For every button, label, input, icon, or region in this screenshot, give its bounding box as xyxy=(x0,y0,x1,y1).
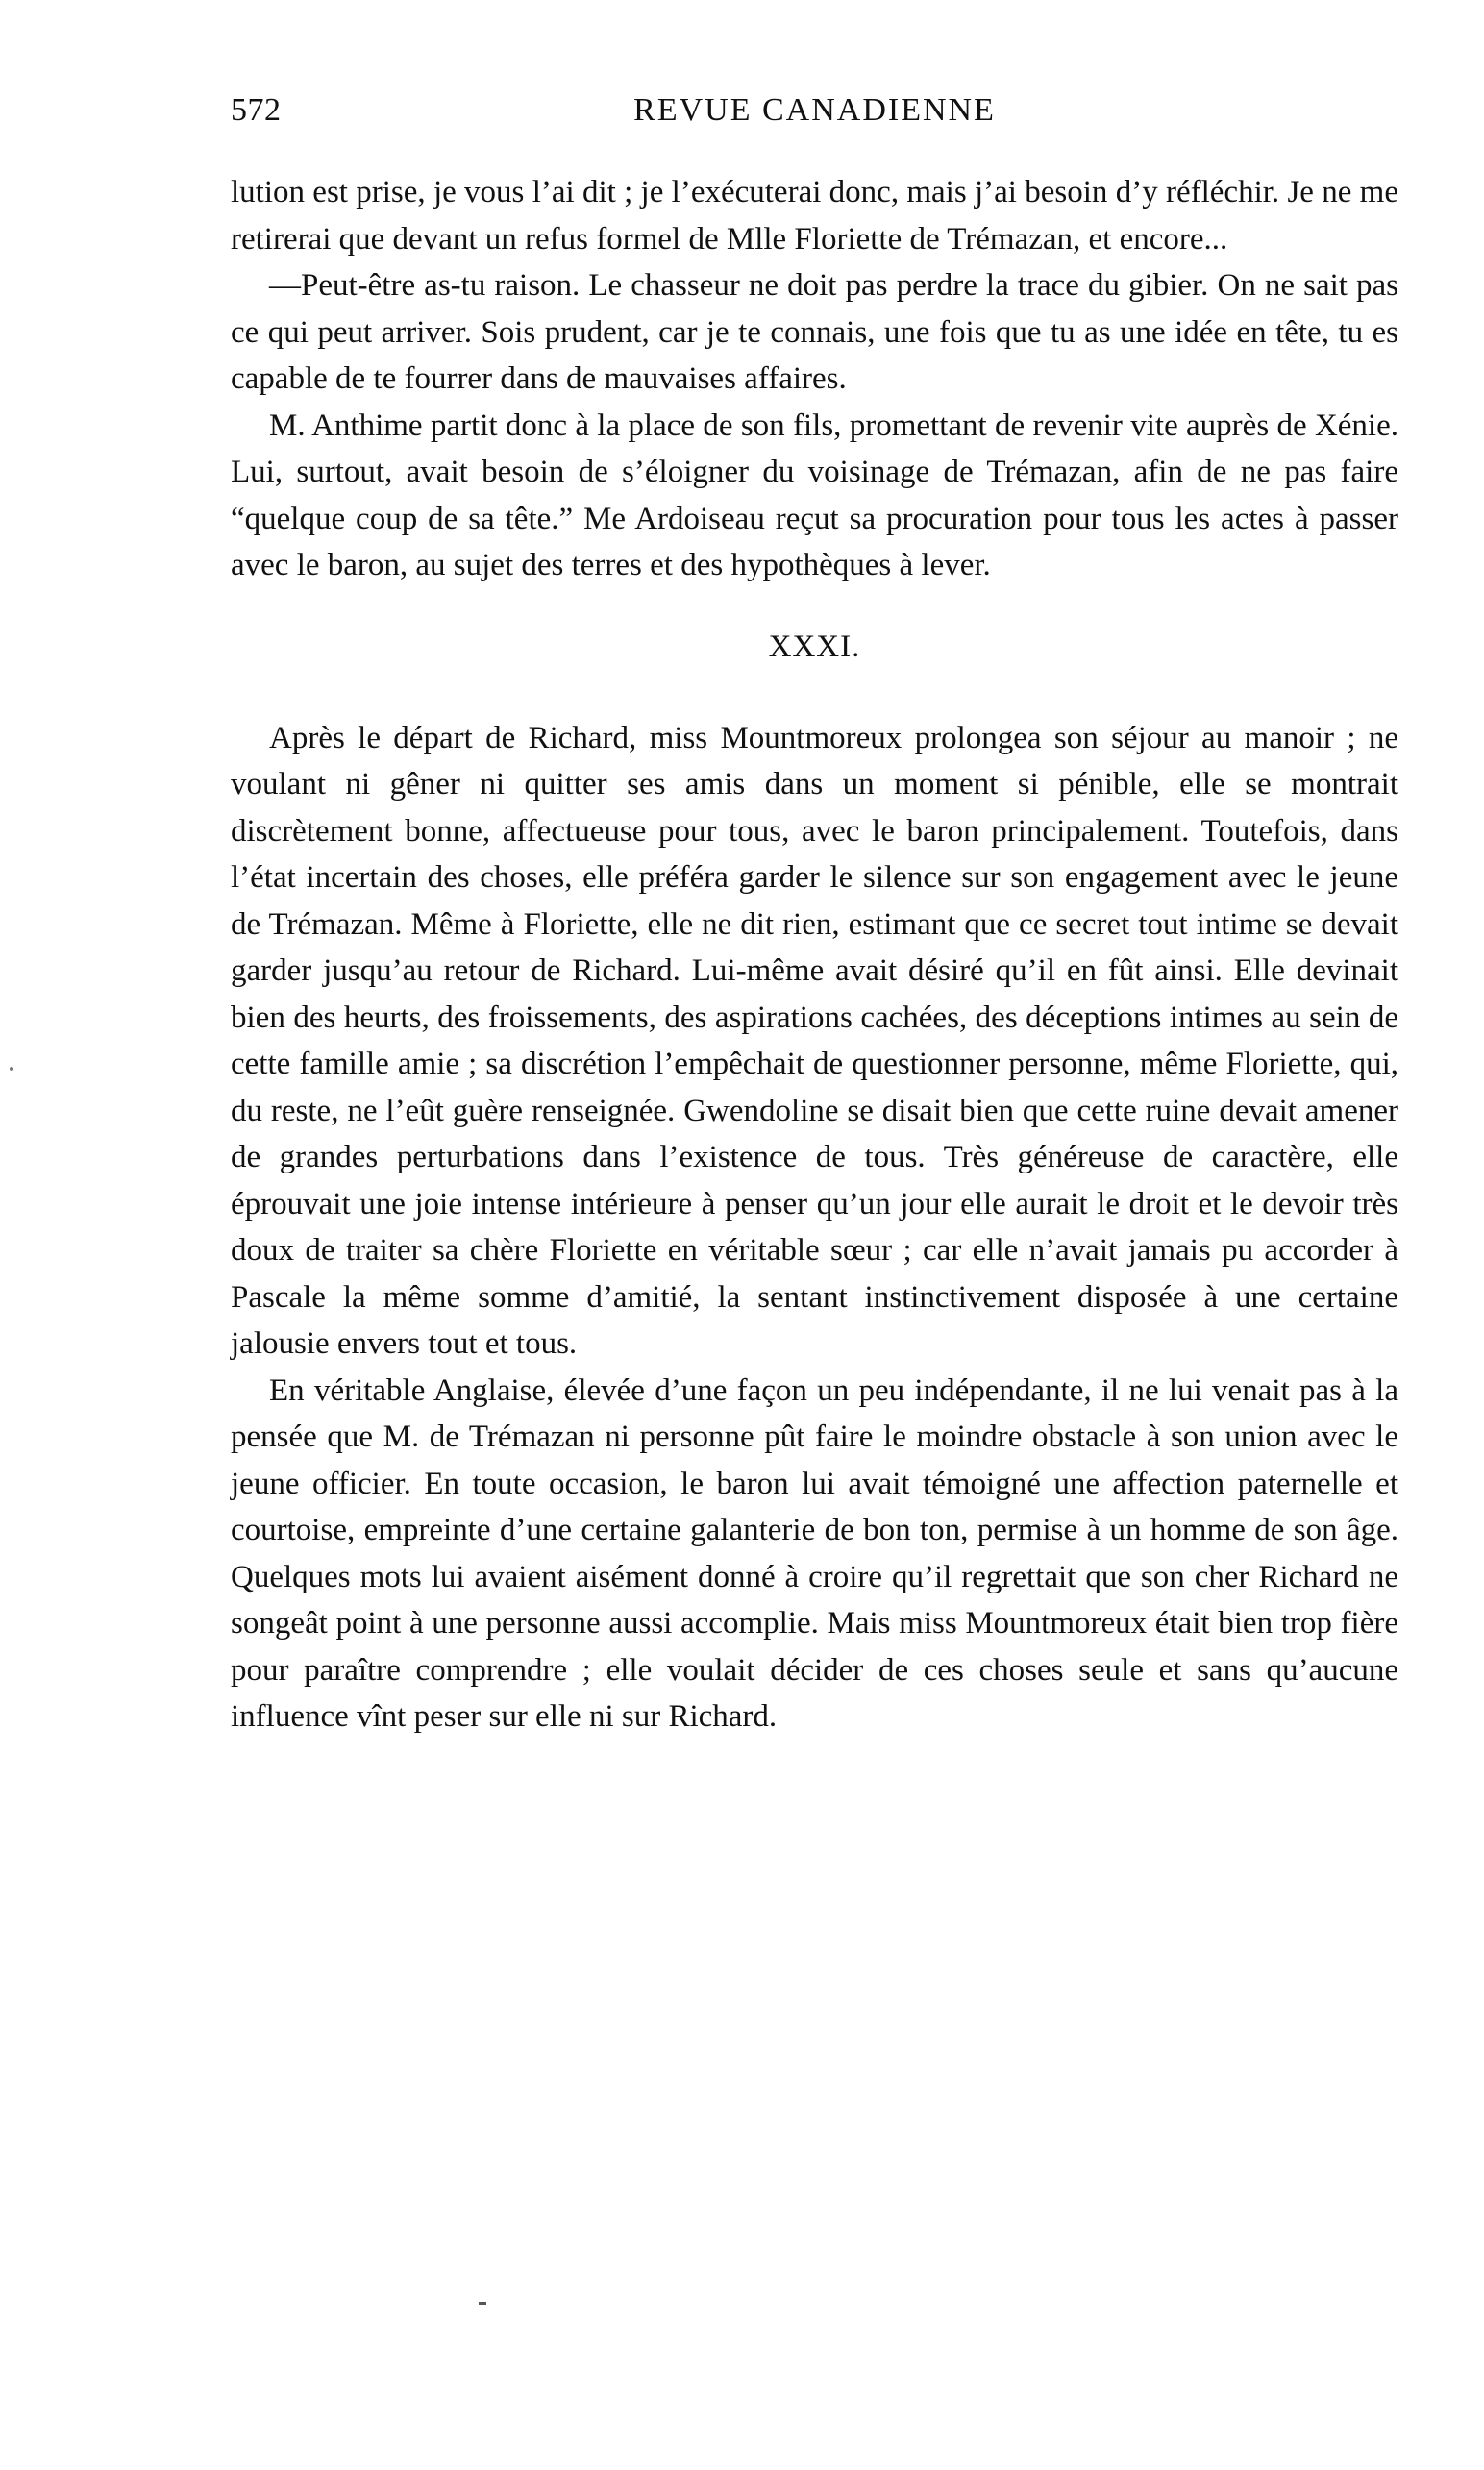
page-number: 572 xyxy=(231,92,282,128)
chapter-heading: XXXI. xyxy=(768,629,861,664)
paragraph-anglaise: En véritable Anglaise, élevée d’une façon un peu indépendante, il ne lui venait pas à la pensée que M. de Trémazan ni personne pût faire le moindre obstacle à son union avec le jeune officier. En toute occasion, le baron lui avait témoigné une affection paternelle et courtoise, empreinte d’une certaine galanterie de bon ton, permise à un homme de son âge. Quelques mots lui avaient aisément donné à croire qu’il regrettait que son cher Richard ne songeât point à une personne aussi accomplie. Mais miss Mountmoreux était bien trop fière pour paraître comprendre ; elle voulait décider de ces choses seule et sans qu’aucune influence vînt peser sur elle ni sur Richard. xyxy=(231,1372,1398,1734)
margin-speck xyxy=(10,1067,13,1071)
paragraph-anthime: M. Anthime partit donc à la place de son fils, promettant de revenir vite auprès de Xénie. Lui, surtout, avait besoin de s’éloigner du voisinage de Trémazan, afin de ne pas faire “quelque coup de sa tête.” Me Ardoiseau reçut sa procuration pour tous les actes à passer avec le baron, au sujet des terres et des hypothèques à lever. xyxy=(231,408,1398,582)
running-title: REVUE CANADIENNE xyxy=(633,92,996,128)
print-speck xyxy=(479,2302,486,2305)
paragraph-gwendoline: Après le départ de Richard, miss Mountmoreux prolongea son séjour au manoir ; ne voulant ni gêner ni quitter ses amis dans un moment si pénible, elle se montrait discrètement bonne, affectueuse pour tous, avec le baron principalement. Toutefois, dans l’état incertain des choses, elle préféra garder le silence sur son engagement avec le jeune de Trémazan. Même à Floriette, elle ne dit rien, estimant que ce secret tout intime se devait garder jusqu’au retour de Richard. Lui-même avait désiré qu’il en fût ainsi. Elle devinait bien des heurts, des froissements, des aspirations cachées, des déceptions intimes au sein de cette famille amie ; sa discrétion l’empêchait de questionner personne, même Floriette, qui, du reste, ne l’eût guère renseignée. Gwendoline se disait bien que cette ruine devait amener de grandes perturbations dans l’existence de tous. Très généreuse de caractère, elle éprouvait une joie intense intérieure à penser qu’un jour elle aurait le droit et le devoir très doux de traiter sa chère Floriette en véritable sœur ; car elle n’avait jamais pu accorder à Pascale la même somme d’amitié, la sentant instinctivement disposée à une certaine jalousie envers tout et tous. xyxy=(231,720,1398,1361)
running-head xyxy=(231,92,1398,140)
paragraph-continuation: lution est prise, je vous l’ai dit ; je l’exécuterai donc, mais j’ai besoin d’y réfléchir. Je ne me retirerai que devant un refus formel de Mlle Floriette de Trémazan, et encore... xyxy=(231,175,1398,257)
page xyxy=(231,92,1398,1741)
paragraph-dialogue: —Peut-être as-tu raison. Le chasseur ne doit pas perdre la trace du gibier. On ne sait pas ce qui peut arriver. Sois prudent, car je te connais, une fois que tu as une idée en tête, tu es capable de te fourrer dans de mauvaises affaires. xyxy=(231,268,1398,396)
